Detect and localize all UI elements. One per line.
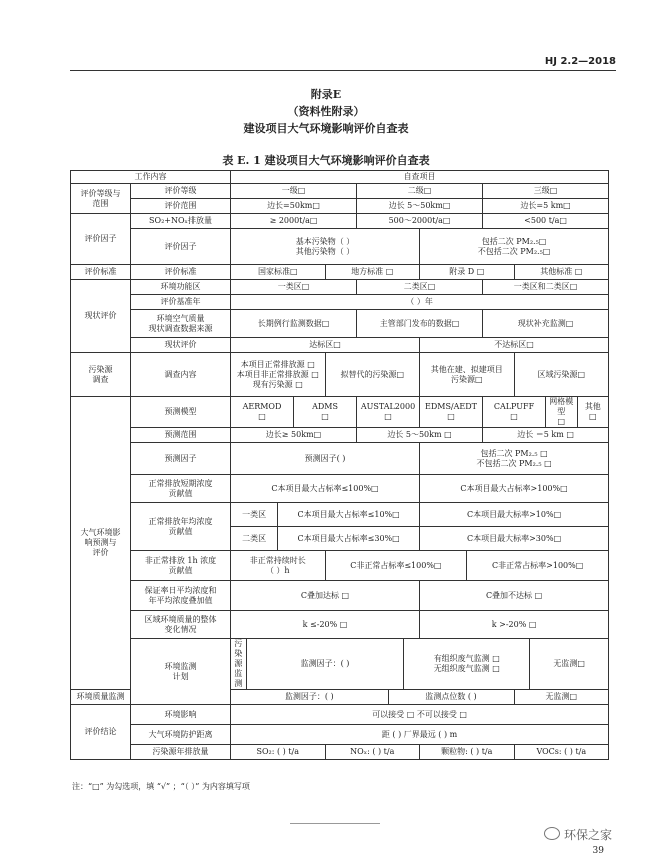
table-row [71, 551, 609, 581]
watermark-text: 环保之家 [563, 828, 612, 842]
table-cell: 评价范围 [131, 199, 231, 214]
table-cell: 附录 D □ [420, 265, 515, 280]
table-cell: 边长≥ 50km□ [231, 428, 357, 443]
table-cell: 现状补充监测□ [483, 310, 609, 338]
table-cell: 预测范围 [131, 428, 231, 443]
main-title: 建设项目大气环境影响评价自查表 [243, 122, 409, 135]
wechat-icon [544, 827, 560, 840]
table-cell: 预测因子( ) [231, 443, 420, 475]
table-note: 注：“□” 为勾选项，填 “√” ；“（ ）” 为内容填写项 [72, 782, 250, 791]
table-cell: 现状评价 [131, 338, 231, 353]
table-cell: C非正常占标率>100%□ [467, 551, 609, 581]
table-cell: 边长 5～50km □ [357, 428, 483, 443]
table-row [71, 184, 609, 199]
table-cell: 国家标准□ [231, 265, 326, 280]
table-cell: C本项目最大占标率≤30%□ [278, 527, 420, 551]
table-row [71, 475, 609, 503]
table-cell: 长期例行监测数据□ [231, 310, 357, 338]
watermark [544, 826, 612, 843]
table-cell: 工作内容 [71, 171, 231, 184]
table-cell: ADMS □ [294, 397, 357, 428]
table-cell: k >-20% □ [420, 611, 609, 639]
table-row [71, 229, 609, 265]
table-cell: 达标区□ [231, 338, 420, 353]
table-cell: 非正常持续时长 （ ）h [231, 551, 326, 581]
table-cell: 现状评价 [71, 280, 131, 353]
table-cell: 保证率日平均浓度和 年平均浓度叠加值 [131, 581, 231, 611]
table-row [71, 745, 609, 760]
table-cell: 无监测□ [530, 639, 609, 690]
table-cell: C本项目最大标率>10%□ [420, 503, 609, 527]
table-cell: 包括二次 PM₂.₅ □ 不包括二次 PM₂.₅ □ [420, 443, 609, 475]
table-cell: 调查内容 [131, 353, 231, 397]
table-cell: EDMS/AEDT □ [420, 397, 483, 428]
table-cell: 环境功能区 [131, 280, 231, 295]
table-cell: （ ）年 [231, 295, 609, 310]
table-cell: 评价等级 [131, 184, 231, 199]
table-cell: 评价基准年 [131, 295, 231, 310]
table-cell: 不达标区□ [420, 338, 609, 353]
table-cell: VOCs: ( ) t/a [514, 745, 609, 760]
table-cell: 污染源年排放量 [131, 745, 231, 760]
table-cell: 二类区□ [357, 280, 483, 295]
self-check-table [70, 170, 609, 760]
table-row [71, 353, 609, 397]
table-row [71, 310, 609, 338]
table-cell: 监测因子：( ) [231, 690, 389, 705]
table-cell: 评价结论 [71, 705, 131, 760]
table-cell: 一级□ [231, 184, 357, 199]
appendix-nature: （资料性附录） [287, 105, 365, 118]
table-cell: 边长=5 km□ [483, 199, 609, 214]
standard-code: HJ 2.2—2018 [544, 56, 616, 67]
table-cell: 二类区 [231, 527, 278, 551]
table-cell: 监测因子：( ) [246, 639, 404, 690]
table-cell: C本项目最大占标率>100%□ [420, 475, 609, 503]
table-cell: 一类区□ [231, 280, 357, 295]
table-cell: 颗粒物: ( ) t/a [420, 745, 515, 760]
header-rule [70, 70, 616, 71]
table-cell: 正常排放短期浓度 贡献值 [131, 475, 231, 503]
table-cell: 其他标准 □ [514, 265, 609, 280]
table-cell: 边长=50km□ [231, 199, 357, 214]
table-cell: AUSTAL2000 □ [357, 397, 420, 428]
table-cell: 环境空气质量 现状调查数据来源 [131, 310, 231, 338]
table-cell: 评价标准 [71, 265, 131, 280]
table-cell: 距 ( ) 厂界最远 ( ) m [231, 725, 609, 745]
table-row [71, 295, 609, 310]
table-title: 表 E. 1 建设项目大气环境影响评价自查表 [222, 154, 430, 167]
table-cell: 评价标准 [131, 265, 231, 280]
table-cell: 自查项目 [231, 171, 609, 184]
table-row [71, 611, 609, 639]
table-cell: 环境影响 [131, 705, 231, 725]
table-cell: 环境质量监测 [71, 690, 131, 705]
table-cell: 非正常排放 1h 浓度 贡献值 [131, 551, 231, 581]
table-cell: 其他 □ [577, 397, 609, 428]
table-cell: 评价等级与 范围 [71, 184, 131, 214]
table-cell: 污染源 调查 [71, 353, 131, 397]
table-cell: 一类区和二类区□ [483, 280, 609, 295]
table-cell: 区域污染源□ [514, 353, 609, 397]
table-cell: 二级□ [357, 184, 483, 199]
table-cell: 边长 5～50km□ [357, 199, 483, 214]
table-cell: 其他在建、拟建项目 污染源□ [420, 353, 515, 397]
table-cell: 评价因子 [71, 214, 131, 265]
table-cell: 边长 ＝5 km □ [483, 428, 609, 443]
table-cell: 正常排放年均浓度 贡献值 [131, 503, 231, 551]
table-cell: C本项目最大标率>30%□ [420, 527, 609, 551]
table-cell: ≥ 2000t/a□ [231, 214, 357, 229]
table-cell: SO₂: ( ) t/a [231, 745, 326, 760]
table-cell: 包括二次 PM₂.₅□ 不包括二次 PM₂.₅□ [420, 229, 609, 265]
table-row [71, 199, 609, 214]
table-cell: C本项目最大占标率≤10%□ [278, 503, 420, 527]
table-cell: C非正常占标率≤100%□ [325, 551, 467, 581]
table-cell: 500～2000t/a□ [357, 214, 483, 229]
table-cell: 一类区 [231, 503, 278, 527]
table-row [71, 639, 609, 690]
table-cell: 大气环境影 响预测与 评价 [71, 397, 131, 690]
table-cell: C叠加达标 □ [231, 581, 420, 611]
table-cell: 可以接受 □ 不可以接受 □ [231, 705, 609, 725]
table-cell: C叠加不达标 □ [420, 581, 609, 611]
table-cell: 有组织废气监测 □ 无组织废气监测 □ [404, 639, 530, 690]
table-row [71, 503, 609, 527]
table-cell: k ≤-20% □ [231, 611, 420, 639]
table-cell: 主管部门发布的数据□ [357, 310, 483, 338]
table-cell: 评价因子 [131, 229, 231, 265]
table-cell: 区域环境质量的整体 变化情况 [131, 611, 231, 639]
table-row [71, 581, 609, 611]
table-row [71, 171, 609, 184]
table-cell: <500 t/a□ [483, 214, 609, 229]
table-cell: 预测模型 [131, 397, 231, 428]
table-row [71, 280, 609, 295]
table-cell: 拟替代的污染源□ [325, 353, 420, 397]
table-row [71, 705, 609, 725]
table-cell: 污染源监测 [231, 639, 247, 690]
title-block [0, 86, 652, 137]
appendix-title: 附录E [310, 88, 342, 101]
table-cell: 网格模型 □ [546, 397, 578, 428]
table-row [71, 214, 609, 229]
table-row [71, 428, 609, 443]
page-number: 39 [592, 846, 604, 856]
table-cell: 基本污染物（ ） 其他污染物（ ） [231, 229, 420, 265]
table-row [71, 443, 609, 475]
table-row [71, 265, 609, 280]
table-row [71, 725, 609, 745]
table-cell: 环境监测 计划 [131, 639, 231, 705]
table-cell: C本项目最大占标率≤100%□ [231, 475, 420, 503]
table-cell: AERMOD □ [231, 397, 294, 428]
table-cell: 三级□ [483, 184, 609, 199]
table-cell: 监测点位数 ( ) [388, 690, 514, 705]
table-row [71, 397, 609, 428]
table-cell: CALPUFF □ [483, 397, 546, 428]
footer-rule [290, 823, 380, 824]
table-cell: 地方标准 □ [325, 265, 420, 280]
table-cell: SO₂+NOₓ排放量 [131, 214, 231, 229]
table-cell: 本项目正常排放源 □ 本项目非正常排放源 □ 现有污染源 □ [231, 353, 326, 397]
table-row [71, 338, 609, 353]
table-cell: NOₓ: ( ) t/a [325, 745, 420, 760]
table-cell: 预测因子 [131, 443, 231, 475]
table-cell: 大气环境防护距离 [131, 725, 231, 745]
table-cell: 无监测□ [514, 690, 609, 705]
